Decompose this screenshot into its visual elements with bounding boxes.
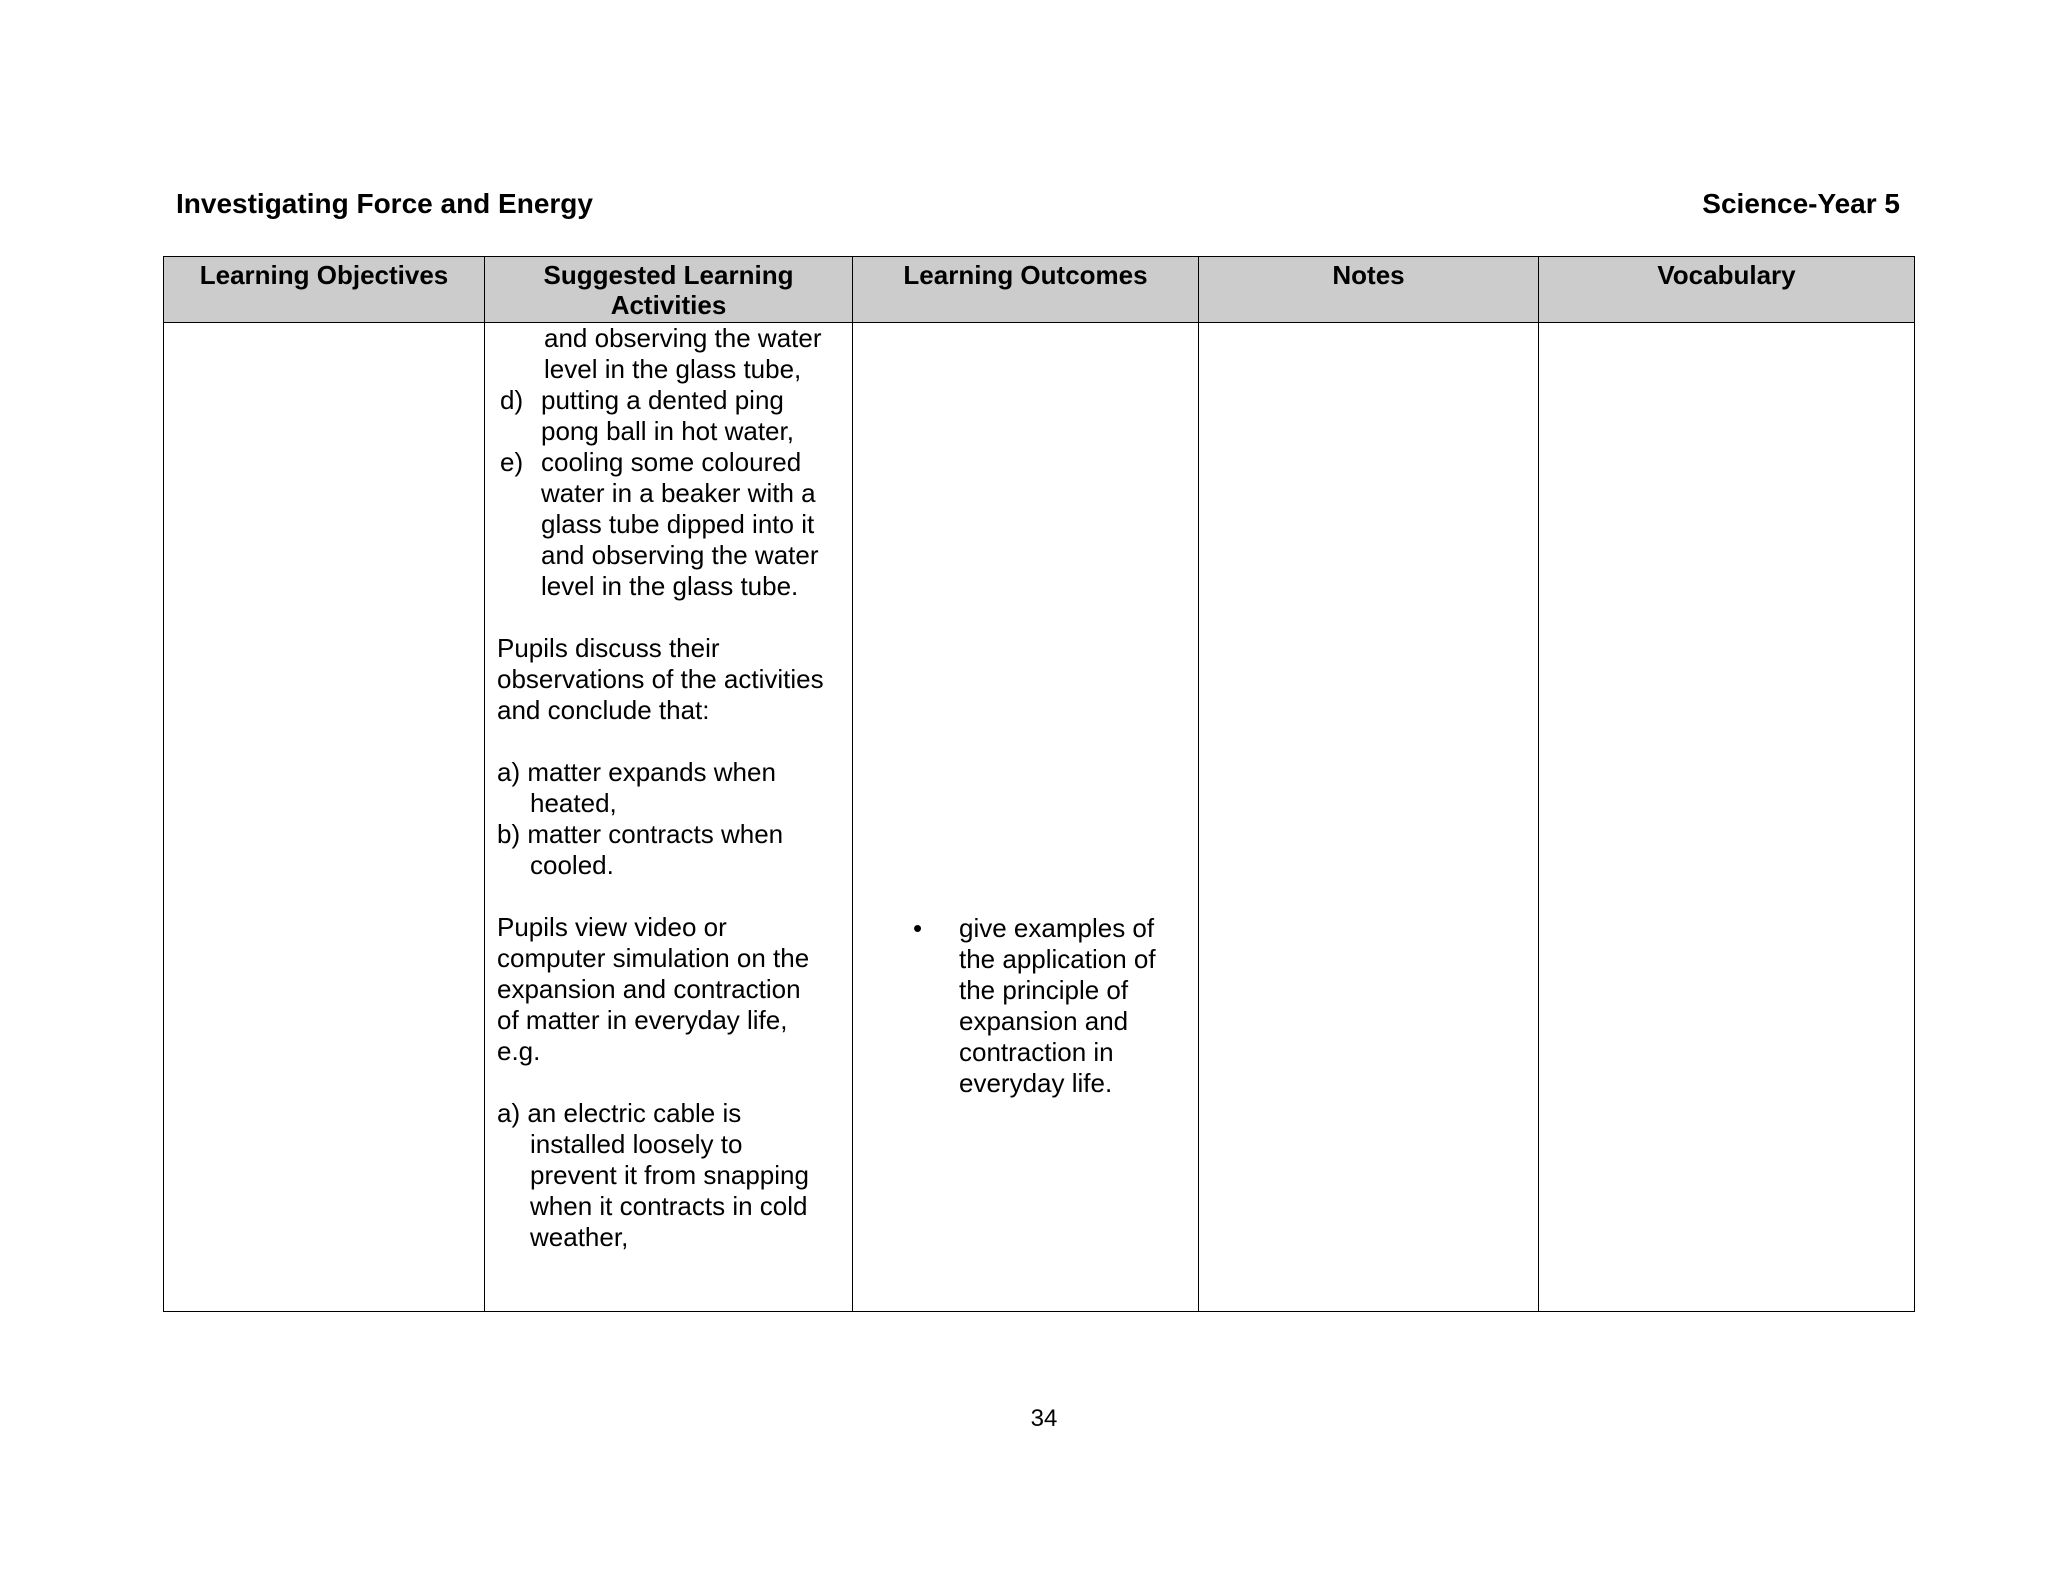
text-line: computer simulation on the: [497, 943, 810, 973]
bullet-icon: •: [913, 913, 923, 943]
text-line: everyday life.: [959, 1068, 1113, 1098]
subject-label: Science-Year 5: [1702, 188, 1900, 219]
table-row: [164, 323, 1915, 1312]
text-line: of matter in everyday life,: [497, 1005, 788, 1035]
text-line: e.g.: [497, 1036, 541, 1066]
list-item: [497, 447, 840, 602]
document-header: [176, 186, 1900, 222]
video-paragraph: [497, 912, 840, 1067]
cell-learning-outcomes: [853, 323, 1199, 1312]
column-header-learning-objectives: Learning Objectives: [164, 257, 485, 323]
text-line: and conclude that:: [497, 695, 710, 725]
text-line: installed loosely to: [530, 1129, 743, 1159]
list-item: [497, 819, 840, 881]
list-label: e): [500, 447, 524, 477]
text-line: a) an electric cable is: [497, 1098, 742, 1128]
text-line: expansion and contraction: [497, 974, 801, 1004]
text-line: the principle of: [959, 975, 1129, 1005]
discussion-paragraph: [497, 633, 840, 726]
list-label: d): [500, 385, 524, 415]
text-line: the application of: [959, 944, 1156, 974]
outcome-bullet-item: [913, 913, 1186, 1099]
text-line: b) matter contracts when: [497, 819, 784, 849]
text-line: pong ball in hot water,: [541, 416, 794, 446]
cell-learning-objectives: [164, 323, 485, 1312]
column-header-suggested-activities: Suggested Learning Activities: [485, 257, 853, 323]
example-list: [497, 1098, 840, 1253]
activity-continuation: [497, 323, 840, 385]
text-line: level in the glass tube.: [541, 571, 799, 601]
text-line: cooled.: [530, 850, 614, 880]
text-line: and observing the water: [541, 540, 819, 570]
text-line: cooling some coloured: [541, 447, 802, 477]
text-line: observations of the activities: [497, 664, 824, 694]
cell-vocabulary: [1539, 323, 1915, 1312]
text-line: give examples of: [959, 913, 1155, 943]
text-line: water in a beaker with a: [541, 478, 816, 508]
conclusion-list: [497, 757, 840, 881]
page-number: 34: [1030, 1405, 1058, 1432]
text-line: Pupils discuss their: [497, 633, 720, 663]
text-line: level in the glass tube,: [544, 354, 802, 384]
cell-suggested-activities: [485, 323, 853, 1312]
text-line: prevent it from snapping: [530, 1160, 809, 1190]
text-line: weather,: [530, 1222, 629, 1252]
table-header-row: [164, 257, 1915, 323]
text-line: Pupils view video or: [497, 912, 727, 942]
text-line: when it contracts in cold: [530, 1191, 808, 1221]
document-title: Investigating Force and Energy: [176, 188, 593, 219]
text-line: heated,: [530, 788, 617, 818]
text-line: and observing the water: [544, 323, 822, 353]
column-header-vocabulary: Vocabulary: [1539, 257, 1915, 323]
syllabus-table: [163, 256, 1915, 1312]
list-item: [497, 757, 840, 819]
text-line: expansion and: [959, 1006, 1129, 1036]
cell-notes: [1199, 323, 1539, 1312]
column-header-learning-outcomes: Learning Outcomes: [853, 257, 1199, 323]
column-header-notes: Notes: [1199, 257, 1539, 323]
text-line: a) matter expands when: [497, 757, 776, 787]
list-item: [497, 385, 840, 447]
text-line: contraction in: [959, 1037, 1114, 1067]
list-item: [497, 1098, 840, 1253]
text-line: putting a dented ping: [541, 385, 784, 415]
text-line: glass tube dipped into it: [541, 509, 815, 539]
